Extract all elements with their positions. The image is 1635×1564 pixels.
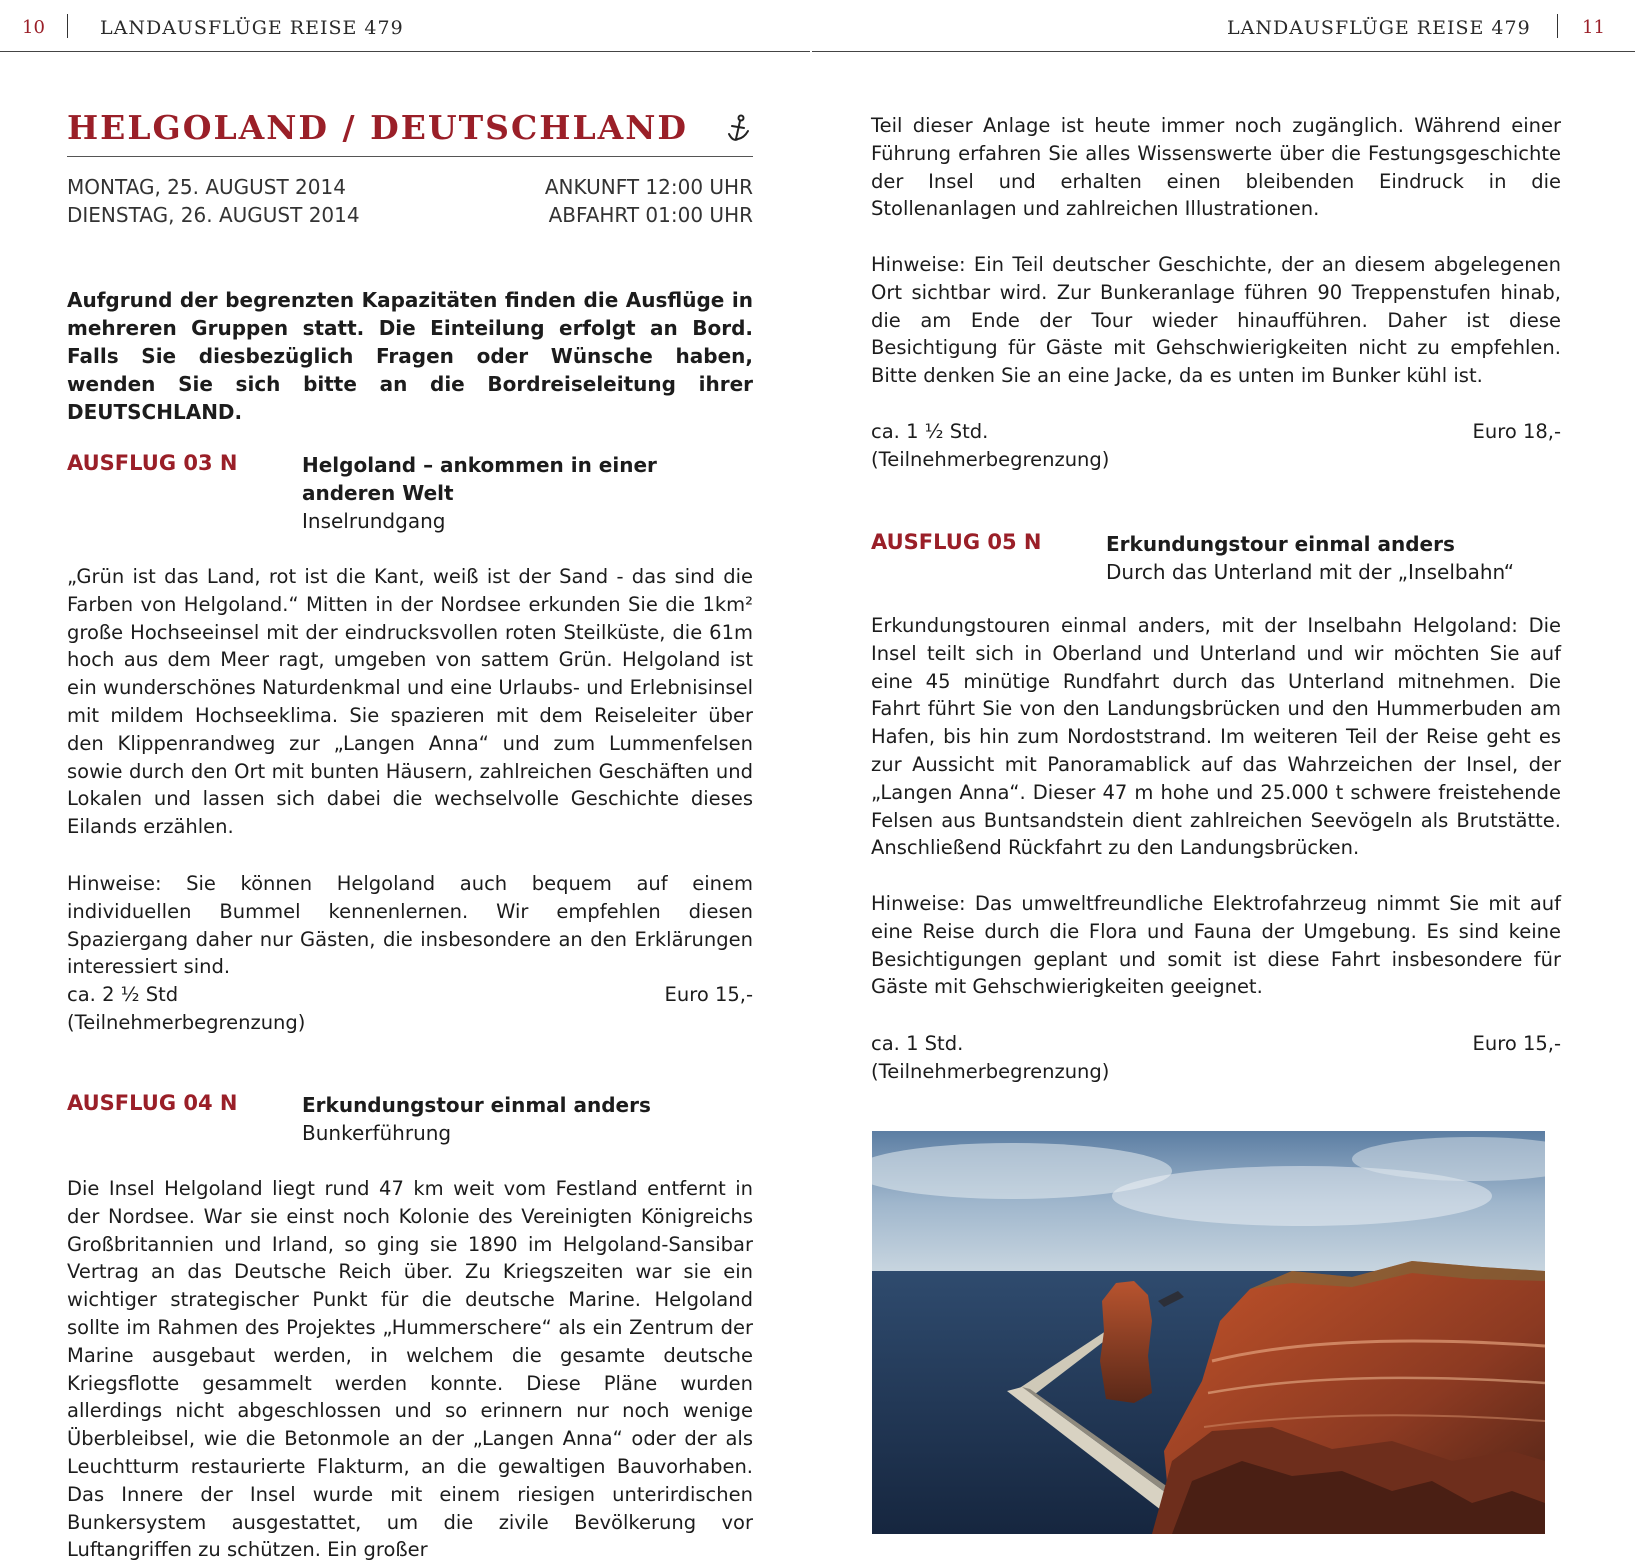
excursion-05-title: Erkundungstour einmal anders	[1106, 532, 1455, 556]
excursion-05-description: Erkundungstouren einmal anders, mit der Inselbahn Helgoland: Die Insel teilt sich in Oberland und Unterland und wir möchten Sie auf eine 45 minütige Rundfahrt durch das Unterland mitnehmen. Die Fahrt führt Sie von den Landungsbrücken und den Hummerbuden am Hafen, bis hin zum Nordoststrand. Im weiteren Teil der Reise geht es zur Aussicht mit Panoramablick auf das Wahrzeichen der Insel, der „Langen Anna“. Dieser 47 m hohe und 25.000 t schwere freistehende Felsen aus Buntsandstein dient zahlreichen Seevögeln als Brutstätte. Anschließend Rückfahrt zu den Landungsbrücken.	[871, 614, 1561, 860]
excursion-03-notes: Hinweise: Sie können Helgoland auch bequem auf einem individuellen Bummel kennenlernen. Wir empfehlen diesen Spaziergang daher nur Gästen, die insbesondere an den Erklärungen interessiert sind.	[67, 872, 753, 979]
header-rule-right	[812, 51, 1635, 52]
excursion-03-price: Euro 15,-	[664, 983, 753, 1006]
excursion-03-limit: (Teilnehmerbegrenzung)	[67, 1010, 306, 1034]
arrival-time: ANKUNFT 12:00 UHR	[544, 175, 753, 199]
excursion-04-meta	[871, 418, 1561, 474]
intro-text: Aufgrund der begrenzten Kapazitäten finden die Ausflüge in mehreren Gruppen statt. Die Einteilung erfolgt an Bord. Falls Sie diesbezüglich Fragen oder Wünsche haben, wenden Sie sich bitte an die Bordreiseleitung ihrer DEUTSCHLAND.	[67, 288, 753, 424]
date-departure: DIENSTAG, 26. AUGUST 2014	[67, 203, 360, 227]
departure-time: ABFAHRT 01:00 UHR	[548, 203, 753, 227]
title-rule	[67, 156, 753, 157]
excursion-05-meta	[871, 1030, 1561, 1086]
excursion-04-notes: Hinweise: Ein Teil deutscher Geschichte, der an diesem abgelegenen Ort sichtbar wird. Zur Bunkeranlage führen 90 Treppenstufen hinab, die am Ende der Tour wieder hinaufführen. Daher ist diese Besichtigung für Gäste mit Gehschwierigkeiten nicht zu empfehlen. Bitte denken Sie an eine Jacke, da es unten im Bunker kühl ist.	[871, 253, 1561, 388]
header-rule-left	[0, 51, 810, 52]
excursion-05-limit: (Teilnehmerbegrenzung)	[871, 1059, 1110, 1083]
page-number-right: 11	[1582, 17, 1605, 38]
excursion-03-description: „Grün ist das Land, rot ist die Kant, weiß ist der Sand - das sind die Farben von Helgoland.“ Mitten in der Nordsee erkunden Sie die 1km² große Hochseeinsel mit der eindrucksvollen roten Steilküste, die 61m hoch aus dem Meer ragt, umgeben von sattem Grün. Helgoland ist ein wunderschönes Naturdenkmal und eine Urlaubs- und Erlebnisinsel mit mildem Hochseeklima. Sie spazieren mit dem Reiseleiter über den Klippenrandweg zur „Langen Anna“ und zum Lummenfelsen sowie durch den Ort mit bunten Häusern, zahlreichen Geschäften und Lokalen und lassen sich dabei die wechselvolle Geschichte dieses Eilands erzählen.	[67, 565, 753, 839]
excursion-04-subtitle: Bunkerführung	[302, 1121, 452, 1145]
running-head-left: LANDAUSFLÜGE REISE 479	[100, 17, 404, 39]
excursion-03-duration: ca. 2 ½ Std	[67, 983, 179, 1006]
header-divider-left	[67, 14, 68, 38]
excursion-03-title: Helgoland – ankommen in einer anderen Welt	[302, 453, 657, 505]
excursion-05-heading	[1106, 530, 1561, 586]
excursion-04-description-part2: Teil dieser Anlage ist heute immer noch zugänglich. Während einer Führung erfahren Sie alles Wissenswerte über die Festungsgeschichte der Insel und erhalten einen bleibenden Eindruck in die Stollenanlagen und zahlreichen Illustrationen.	[871, 114, 1561, 221]
excursion-05-subtitle: Durch das Unterland mit der „Inselbahn“	[1106, 560, 1515, 584]
excursion-05-duration: ca. 1 Std.	[871, 1032, 964, 1055]
running-head-right: LANDAUSFLÜGE REISE 479	[1227, 17, 1531, 39]
excursion-04-title: Erkundungstour einmal anders	[302, 1093, 651, 1117]
excursion-04-duration: ca. 1 ½ Std.	[871, 420, 989, 443]
excursion-04-code: AUSFLUG 04 N	[67, 1091, 238, 1115]
excursion-05-code: AUSFLUG 05 N	[871, 530, 1042, 554]
excursion-03-code: AUSFLUG 03 N	[67, 451, 238, 475]
date-arrival: MONTAG, 25. AUGUST 2014	[67, 175, 346, 199]
time-block	[545, 173, 753, 229]
page-number-left: 10	[22, 17, 45, 38]
excursion-05-price: Euro 15,-	[1472, 1032, 1561, 1055]
destination-header	[67, 108, 753, 147]
excursion-03-heading	[302, 451, 662, 535]
excursion-03-meta	[67, 981, 753, 1037]
header-divider-right	[1557, 14, 1558, 38]
anchor-icon	[727, 114, 751, 144]
excursion-04-description-part1: Die Insel Helgoland liegt rund 47 km weit vom Festland entfernt in der Nordsee. War sie einst noch Kolonie des Vereinigten Königreichs Großbritannien und Irland, so ging sie 1890 im Helgoland-Sansibar Vertrag an das Deutsche Reich über. Zu Kriegszeiten war sie ein wichtiger strategischer Punkt für die deutsche Marine. Helgoland sollte im Rahmen des Projektes „Hummerschere“ als ein Zentrum der Marine ausgebaut werden, in welchem die gesamte deutsche Kriegsflotte gesammelt werden konnte. Diese Pläne wurden allerdings nicht abgeschlossen und so erinnern nur noch wenige Überbleibsel, wie die Betonmole an der „Langen Anna“ oder der als Leuchtturm restaurierte Flakturm, an die gewaltigen Bauvorhaben. Das Innere der Insel wurde mit einem riesigen unterirdischen Bunkersystem ausgestattet, um die zivile Bevölkerung vor Luftangriffen zu schützen. Ein großer	[67, 1177, 753, 1562]
excursion-04-limit: (Teilnehmerbegrenzung)	[871, 447, 1110, 471]
destination-title: HELGOLAND / DEUTSCHLAND	[67, 108, 689, 147]
excursion-03-subtitle: Inselrundgang	[302, 509, 446, 533]
excursion-04-price: Euro 18,-	[1472, 420, 1561, 443]
helgoland-cliff-photo	[872, 1131, 1545, 1534]
excursion-05-notes: Hinweise: Das umweltfreundliche Elektrofahrzeug nimmt Sie mit auf eine Reise durch die Flora und Fauna der Umgebung. Es sind keine Besichtigungen geplant und somit ist diese Fahrt insbesondere für Gäste mit Gehschwierigkeiten geeignet.	[871, 892, 1561, 999]
date-block	[67, 173, 753, 229]
excursion-04-heading	[302, 1091, 722, 1147]
